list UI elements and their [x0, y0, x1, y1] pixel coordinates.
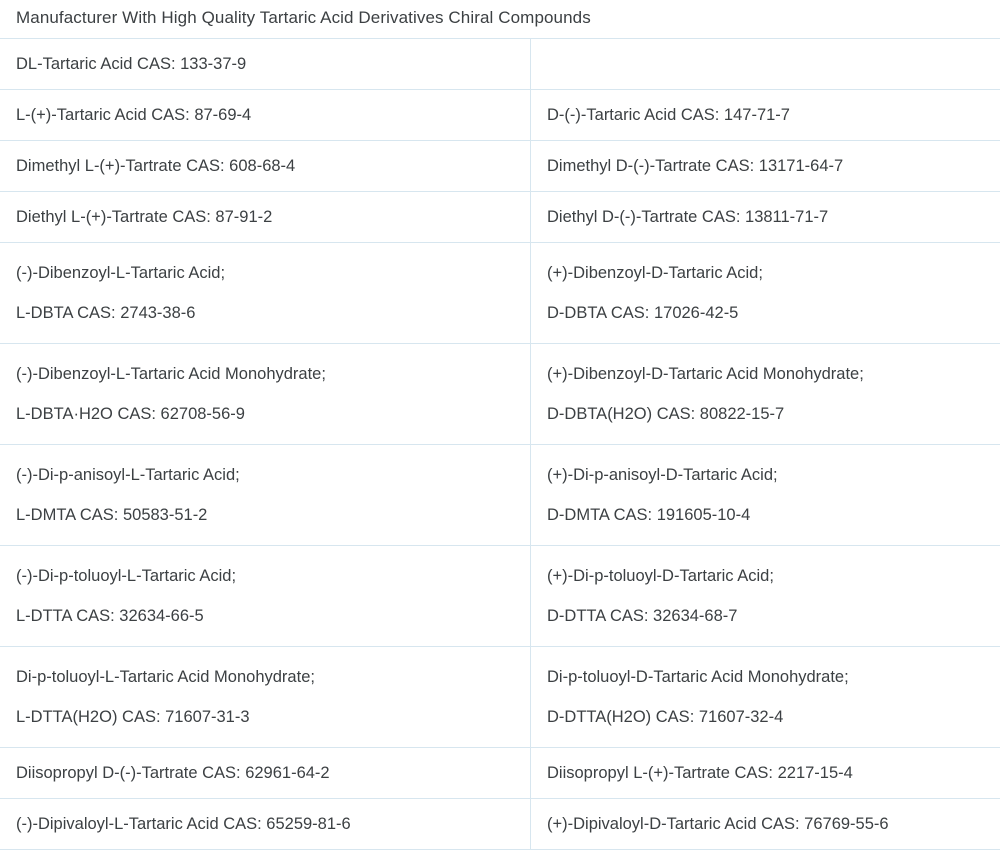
compound-entry: D-DMTA CAS: 191605-10-4 — [547, 507, 1000, 524]
table-row — [0, 799, 1000, 850]
table-cell-left — [0, 192, 531, 243]
compound-entry: Diisopropyl L-(+)-Tartrate CAS: 2217-15-4 — [547, 765, 1000, 782]
table-row — [0, 90, 1000, 141]
table-row — [0, 445, 1000, 546]
table-cell-left — [0, 647, 531, 748]
compound-entry: (+)-Dibenzoyl-D-Tartaric Acid; — [547, 265, 1000, 282]
table-cell-right — [531, 141, 1000, 192]
compound-entry: Dimethyl L-(+)-Tartrate CAS: 608-68-4 — [16, 158, 514, 175]
table-cell-right — [531, 748, 1000, 799]
table-row — [0, 546, 1000, 647]
compound-entry: (+)-Dibenzoyl-D-Tartaric Acid Monohydrate; — [547, 366, 1000, 383]
compound-entry: Di-p-toluoyl-D-Tartaric Acid Monohydrate; — [547, 669, 1000, 686]
compound-entry: DL-Tartaric Acid CAS: 133-37-9 — [16, 56, 514, 73]
compound-entry: L-DMTA CAS: 50583-51-2 — [16, 507, 514, 524]
table-row — [0, 39, 1000, 90]
page-title: Manufacturer With High Quality Tartaric Acid Derivatives Chiral Compounds — [0, 0, 1000, 38]
compound-entry: (+)-Di-p-anisoyl-D-Tartaric Acid; — [547, 467, 1000, 484]
compound-entry: D-DTTA CAS: 32634-68-7 — [547, 608, 1000, 625]
compound-entry: (-)-Di-p-toluoyl-L-Tartaric Acid; — [16, 568, 514, 585]
table-cell-right — [531, 445, 1000, 546]
compound-entry: L-DTTA CAS: 32634-66-5 — [16, 608, 514, 625]
compound-entry: L-DBTA·H2O CAS: 62708-56-9 — [16, 406, 514, 423]
table-cell-left — [0, 141, 531, 192]
compound-entry: L-(+)-Tartaric Acid CAS: 87-69-4 — [16, 107, 514, 124]
compound-entry: (+)-Dipivaloyl-D-Tartaric Acid CAS: 76769-55-6 — [547, 816, 1000, 833]
compound-entry: D-DBTA CAS: 17026-42-5 — [547, 305, 1000, 322]
compound-table-body — [0, 39, 1000, 850]
compound-entry: (-)-Dibenzoyl-L-Tartaric Acid; — [16, 265, 514, 282]
table-row — [0, 748, 1000, 799]
table-cell-left — [0, 546, 531, 647]
table-cell-left — [0, 39, 531, 90]
table-row — [0, 647, 1000, 748]
compound-entry: D-(-)-Tartaric Acid CAS: 147-71-7 — [547, 107, 1000, 124]
table-cell-left — [0, 243, 531, 344]
table-row — [0, 243, 1000, 344]
compound-entry: Diethyl L-(+)-Tartrate CAS: 87-91-2 — [16, 209, 514, 226]
compound-entry: L-DBTA CAS: 2743-38-6 — [16, 305, 514, 322]
compound-entry: (-)-Dibenzoyl-L-Tartaric Acid Monohydrate; — [16, 366, 514, 383]
table-cell-right — [531, 546, 1000, 647]
table-cell-right — [531, 344, 1000, 445]
compound-entry: Dimethyl D-(-)-Tartrate CAS: 13171-64-7 — [547, 158, 1000, 175]
compound-entry: (+)-Di-p-toluoyl-D-Tartaric Acid; — [547, 568, 1000, 585]
table-cell-right — [531, 799, 1000, 850]
table-cell-left — [0, 748, 531, 799]
table-row — [0, 344, 1000, 445]
compound-entry: (-)-Dipivaloyl-L-Tartaric Acid CAS: 65259-81-6 — [16, 816, 514, 833]
compound-entry: (-)-Di-p-anisoyl-L-Tartaric Acid; — [16, 467, 514, 484]
compound-entry: L-DTTA(H2O) CAS: 71607-31-3 — [16, 709, 514, 726]
compound-entry: Diisopropyl D-(-)-Tartrate CAS: 62961-64-2 — [16, 765, 514, 782]
table-cell-right — [531, 39, 1000, 90]
table-cell-left — [0, 799, 531, 850]
compound-entry: D-DBTA(H2O) CAS: 80822-15-7 — [547, 406, 1000, 423]
table-cell-left — [0, 344, 531, 445]
table-cell-right — [531, 90, 1000, 141]
table-row — [0, 141, 1000, 192]
table-cell-right — [531, 243, 1000, 344]
compound-entry: Di-p-toluoyl-L-Tartaric Acid Monohydrate; — [16, 669, 514, 686]
table-cell-left — [0, 90, 531, 141]
compound-entry: D-DTTA(H2O) CAS: 71607-32-4 — [547, 709, 1000, 726]
table-cell-right — [531, 647, 1000, 748]
table-cell-right — [531, 192, 1000, 243]
compound-entry: Diethyl D-(-)-Tartrate CAS: 13811-71-7 — [547, 209, 1000, 226]
table-cell-left — [0, 445, 531, 546]
compound-table — [0, 38, 1000, 850]
table-row — [0, 192, 1000, 243]
